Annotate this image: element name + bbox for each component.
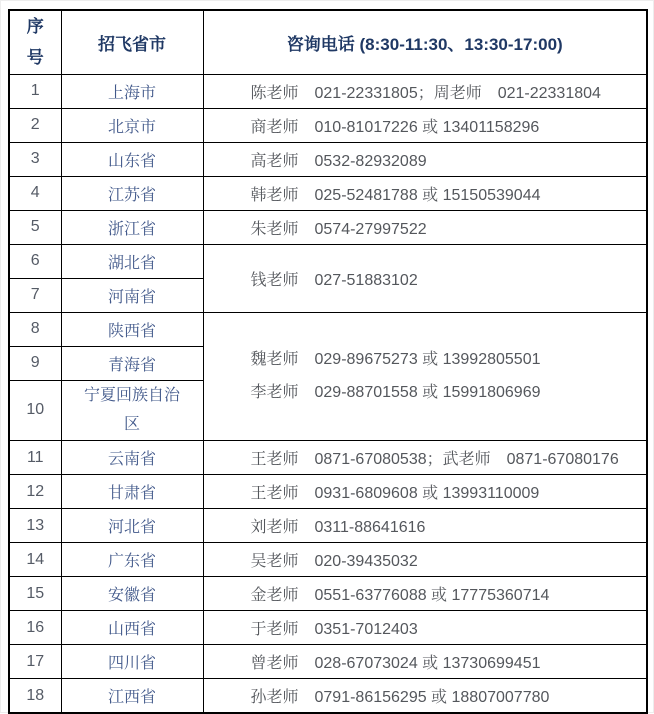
phone-cell: 孙老师 0791-86156295 或 18807007780 xyxy=(203,679,647,714)
phone-cell: 高老师 0532-82932089 xyxy=(203,142,647,176)
serial-cell: 13 xyxy=(9,509,61,543)
header-serial-label: 序号 xyxy=(26,17,44,68)
province-cell xyxy=(61,380,203,440)
table-row xyxy=(9,210,647,244)
serial-cell: 3 xyxy=(9,142,61,176)
province-cell: 广东省 xyxy=(61,543,203,577)
phone-cell: 曾老师 028-67073024 或 13730699451 xyxy=(203,645,647,679)
province-cell: 山东省 xyxy=(61,142,203,176)
serial-cell: 15 xyxy=(9,577,61,611)
serial-cell: 12 xyxy=(9,475,61,509)
phone-line: 李老师 029-88701558 或 15991806969 xyxy=(250,384,541,402)
serial-cell: 2 xyxy=(9,108,61,142)
province-cell: 江苏省 xyxy=(61,176,203,210)
table-row xyxy=(9,543,647,577)
table-row xyxy=(9,645,647,679)
province-cell: 四川省 xyxy=(61,645,203,679)
serial-cell: 11 xyxy=(9,441,61,475)
phone-cell: 刘老师 0311-88641616 xyxy=(203,509,647,543)
table-row xyxy=(9,74,647,108)
phone-cell-merged-hubei-henan: 钱老师 027-51883102 xyxy=(203,244,647,312)
serial-cell: 10 xyxy=(9,380,61,440)
serial-cell: 5 xyxy=(9,210,61,244)
serial-cell: 8 xyxy=(9,312,61,346)
phone-cell: 商老师 010-81017226 或 13401158296 xyxy=(203,108,647,142)
consultation-phone-table xyxy=(8,9,648,714)
table-row xyxy=(9,176,647,210)
table-row xyxy=(9,142,647,176)
province-cell: 河北省 xyxy=(61,509,203,543)
table-row xyxy=(9,108,647,142)
province-cell: 浙江省 xyxy=(61,210,203,244)
header-province: 招飞省市 xyxy=(61,10,203,74)
serial-cell: 4 xyxy=(9,176,61,210)
header-serial xyxy=(9,10,61,74)
serial-cell: 6 xyxy=(9,244,61,278)
phone-cell: 朱老师 0574-27997522 xyxy=(203,210,647,244)
province-cell: 江西省 xyxy=(61,679,203,714)
serial-cell: 17 xyxy=(9,645,61,679)
province-cell: 湖北省 xyxy=(61,244,203,278)
province-cell: 北京市 xyxy=(61,108,203,142)
phone-cell: 吴老师 020-39435032 xyxy=(203,543,647,577)
phone-cell: 陈老师 021-22331805；周老师 021-22331804 xyxy=(203,74,647,108)
serial-cell: 16 xyxy=(9,611,61,645)
phone-cell: 王老师 0871-67080538；武老师 0871-67080176 xyxy=(203,441,647,475)
phone-cell: 韩老师 025-52481788 或 15150539044 xyxy=(203,176,647,210)
province-cell: 云南省 xyxy=(61,441,203,475)
serial-cell: 14 xyxy=(9,543,61,577)
phone-line: 魏老师 029-89675273 或 13992805501 xyxy=(250,350,541,368)
phone-cell: 王老师 0931-6809608 或 13993110009 xyxy=(203,475,647,509)
serial-cell: 1 xyxy=(9,74,61,108)
province-cell: 河南省 xyxy=(61,278,203,312)
phone-cell: 金老师 0551-63776088 或 17775360714 xyxy=(203,577,647,611)
table-row xyxy=(9,312,647,346)
province-cell: 安徽省 xyxy=(61,577,203,611)
province-cell: 上海市 xyxy=(61,74,203,108)
serial-cell: 9 xyxy=(9,346,61,380)
header-phone: 咨询电话 (8:30-11:30、13:30-17:00) xyxy=(203,10,647,74)
province-label: 宁夏回族自治区 xyxy=(83,386,180,434)
table-row xyxy=(9,441,647,475)
header-row xyxy=(9,10,647,74)
table-row xyxy=(9,679,647,714)
table-row xyxy=(9,577,647,611)
table-row xyxy=(9,244,647,278)
serial-cell: 7 xyxy=(9,278,61,312)
table-row xyxy=(9,611,647,645)
phone-cell: 于老师 0351-7012403 xyxy=(203,611,647,645)
serial-cell: 18 xyxy=(9,679,61,714)
province-cell: 甘肃省 xyxy=(61,475,203,509)
province-cell: 青海省 xyxy=(61,346,203,380)
province-cell: 山西省 xyxy=(61,611,203,645)
table-row xyxy=(9,509,647,543)
table-row xyxy=(9,475,647,509)
province-cell: 陕西省 xyxy=(61,312,203,346)
phone-cell-merged-shaanxi-qinghai-ningxia xyxy=(203,312,647,440)
